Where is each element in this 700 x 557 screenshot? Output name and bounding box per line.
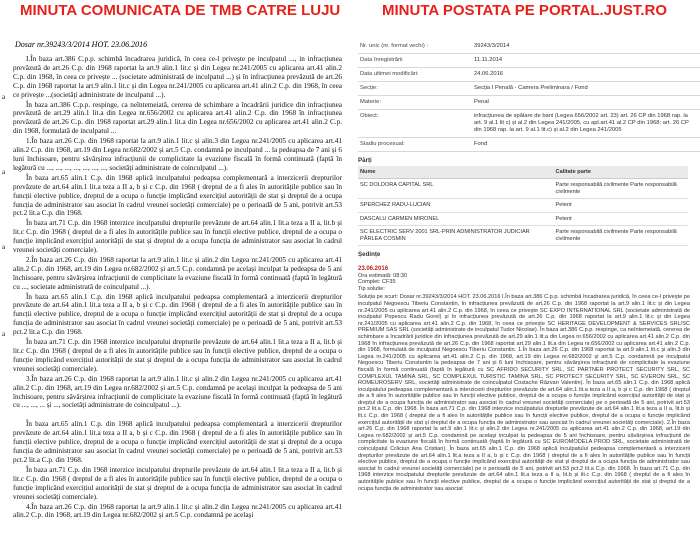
info-value: Penal: [474, 99, 489, 105]
sedinta-tip: Tip solutie:: [358, 285, 385, 292]
info-label: Secție:: [360, 85, 378, 91]
info-value: 24.06.2016: [474, 71, 504, 77]
portal-minute-document: [355, 40, 700, 557]
minute-paragraph: În baza art.71 C.p. din 1968 interzice inculpatului drepturile prevăzute de art.64 alin.1 lit.a teza a II a, lit.b și lit.c C.p. din 1968 ( dreptul de a fi ales în autoritățile publice sau în funcții elective publice, dreptul de a ocupa o funcție implicând exercițiul autorității de stat și dreptul de a ocupa funcția de administrator sau asociat în cadrul vreunei societăți comerciale).: [13, 219, 342, 255]
info-label: Stadiu procesual:: [360, 141, 405, 147]
info-row: [358, 68, 700, 82]
minute-paragraph: În baza art.65 alin.1 C.p. din 1968 aplică inculpatului pedeapsa complementară a interzicerii drepturilor prevăzute de art.64 alin.1 lit.a teza a II a, b și c C.p. din 1968 ( dreptul de a fi ales în autoritățile publice sau în funcții elective publice, dreptul de a ocupa o funcție implicând exercițiul autorității de stat și dreptul de a ocupa funcția de administrator sau asociat în cadrul vreunei societăți comerciale) pe o perioadă de 5 ani, potrivit art.53 pct.2 lit.a C.p. din 1968.: [13, 173, 342, 218]
parti-row: [358, 226, 688, 246]
info-value: 11.11.2014: [474, 57, 503, 63]
sedinta-solutie: Soluția pe scurt: Dosar nr.39243/3/2014 HOT. 23.06.2016 I.În baza art.386 C.p.p. schimbă încadrarea juridică, în ceea ce-l privește pe inculpatul Negoescu Tiberiu Constantin, în infracțiunea prevăzută de art.26 C.p. din 1968 raportat la art.9 alin.1 lit.c și din Legea nr.241/2005 cu aplicarea art.41 alin.2 C.p. din 1968, în ceea ce privește SC EXPO INTERNATIONAL SRL (societate administrată de inculpatul Popescu Radu Gorel) și în infracțiunea prevăzută de art.26 C.p. din 1968 raportat la art.9 alin.1 lit.c și din Legea nr.241/2005 cu aplicarea art.41 alin.2 C.p. din 1968, în ceea ce privește SC HERITAGE DEVELOPMENT & SERVICES SRL/SC PREMIUM SAS SRL (societăți administrate de inculpatul Tudor Nicolae). În baza art.386 C.p.p. respinge, ca neîntemeiată, cererea de schimbare a încadrării juridice din infracțiunea prevăzută de art.29 alin.1 lit.a din Legea nr.656/2002 cu aplicarea art.41 alin.2 C.p. din 1968 în infracțiunea prevăzută de art.26 C.p. din 1968 raportat art.29 alin.1 lit.a din Legea nr.656/2002 cu aplicarea art.41 alin.2 C.p. din 1968, formulată de inculpatul Negoescu Tiberiu Constantin. 1.În baza art.26 C.p. din 1968 raportat la art.9 alin.1 lit.c și alin.3 din Legea nr.241/2005 cu aplicarea art.41 alin.2 C.p. din 1968, art.19 din Legea nr.682/2002 și art.5 C.p. condamnă pe inculpatul Negoescu Tiberiu Constantin la pedeapsa de 7 ani și 6 luni închisoare, pentru săvârșirea infracțiunii de complicitate la evaziune fiscală în formă continuată (faptă în legătură cu SC AFRIDO SECURITY SRL, SC PARTNER PROTECT SECURITY SRL, SC COMPLEXUL TAMINA SRL, SC COMPLEXUL TURISTIC TAMINA SRL, SC PROTECT SECURITY SRL, SC EVERON SRL, SC ROMEUROSERV SRL, societăți administrate de coinculpatul Costache Răzvan Valentin). În baza art.65 alin.1 C.p. din 1968 aplică inculpatului pedeapsa complementară a interzicerii drepturilor prevăzute de art.64 alin.1 lit.a teza a II a, b și c C.p. din 1968 ( dreptul de a fi ales în autoritățile publice sau în funcții elective publice, dreptul de a ocupa o funcție implicând exercițiul autorității de stat și dreptul de a ocupa funcția de administrator sau asociat în cadrul vreunei societăți comerciale) pe o perioadă de 5 ani, potrivit art.53 pct.2 lit.a C.p. din 1968. În baza art.71 C.p. din 1968 interzice inculpatului drepturile prevăzute de art.64 alin.1 lit.a teza a II a, lit.b și lit.c C.p. din 1968 ( dreptul de a fi ales în autoritățile publice sau în funcții elective publice, dreptul de a ocupa o funcție implicând exercițiul autorității de stat și dreptul de a ocupa funcția de administrator sau asociat în cadrul vreunei societăți comerciale). 2.În baza art.26 C.p. din 1968 raportat la art.9 alin.1 lit.c și alin.2 din Legea nr.241/2005 cu aplicarea art.41 alin.2 C.p. din 1968, art.19 din Legea nr.682/2002 și art.5 C.p. condamnă pe acelaşi inculpat la pedeapsa de 5 ani închisoare, pentru săvârșirea infracțiunii de complicitate la evaziune fiscală în formă continuată (faptă în legătură cu SC EUROMODELA PROD SRL, societate administrată de coinculpatul Crăciun Ana Cristian). În baza art.65 alin.1 C.p. din 1968 aplică inculpatului pedeapsa complementară a interzicerii drepturilor prevăzute de art.64 alin.1 lit.a teza a II a, b și c C.p. din 1968 ( dreptul de a fi ales în autoritățile publice sau în funcții elective publice, dreptul de a ocupa o funcție implicând exercițiul autorității de stat și dreptul de a ocupa funcția de administrator sau asociat în cadrul vreunei societăți comerciale) pe o perioadă de 5 ani, potrivit art.53 pct.2 lit.a C.p. din 1968. În baza art.71 C.p. din 1968 interzice inculpatului drepturile prevăzute de art.64 alin.1 lit.a teza a II a, lit.b și lit.c C.p. din 1968 ( dreptul de a fi ales în autoritățile publice sau în funcții elective publice, dreptul de a ocupa o funcție implicând exercițiul autorității de stat și dreptul de a ocupa funcția de administrator sau asociat: [358, 294, 690, 492]
info-value: Secția I Penală - Camera Preliminara / Fond: [474, 85, 588, 91]
sedinta-ora: Ora estimată: 08:30: [358, 272, 408, 279]
parti-calitate: Petent: [554, 199, 688, 213]
info-label: Data înregistrării: [360, 57, 403, 63]
left-header-title: MINUTA COMUNICATA DE TMB CATRE LUJU: [20, 2, 341, 19]
info-label: Data ultimei modificări:: [360, 71, 419, 77]
info-label: Obiect:: [360, 113, 379, 119]
parti-nume: SC DOLDORA CAPITAL SRL: [358, 179, 554, 199]
parti-table: [358, 166, 688, 246]
minute-paragraph: În baza art.65 alin.1 C.p. din 1968 aplică inculpatului pedeapsa complementară a interzicerii drepturilor prevăzute de art.64 alin.1 lit.a teza a II a, b și c C.p. din 1968 ( dreptul de a fi ales în autoritățile publice sau în funcții elective publice, dreptul de a ocupa o funcție implicând exercițiul autorității de stat și dreptul de a ocupa funcția de administrator sau asociat în cadrul vreunei societăți comerciale) pe o perioadă de 5 ani, potrivit art.53 pct.2 lit.a C.p. din 1968.: [13, 292, 342, 337]
minute-paragraph: 4.În baza art.26 C.p. din 1968 raportat la art.9 alin.1 lit.c și alin.2 din Legea nr.241/2005 cu aplicarea art.41 alin.2 C.p. din 1968, art.19 din Legea nr.682/2002 și art.5 C.p. condamnă pe acelaşi: [13, 502, 342, 520]
minute-paragraph: 3.În baza art.26 C.p. din 1968 raportat la art.9 alin.1 lit.c și alin.2 din Legea nr.241/2005 cu aplicarea art.41 alin.2 C.p. din 1968, art.19 din Legea nr.682/2002 și art.5 C.p. condamnă pe acelaşi inculpat la pedeapsa de 5 ani închisoare, pentru săvârșirea infracțiunii de complicitate la evaziune fiscală în formă continuată (faptă în legătură cu ..., ..., ... și ..., societăți administrate de coinculpatul ...).: [13, 374, 342, 410]
sedinta-block: [358, 266, 700, 492]
info-value: 39243/3/2014: [474, 43, 510, 49]
info-row: [358, 96, 700, 110]
parti-calitate: Petent: [554, 212, 688, 226]
parti-row: [358, 199, 688, 213]
parti-nume: SC ELECTRIC SERV 2001 SRL-PRIN ADMINISTRATOR JUDICIAR PÂRLEA COSMIN: [358, 226, 554, 246]
minute-paragraph: 2.În baza art.26 C.p. din 1968 raportat la art.9 alin.1 lit.c și alin.2 din Legea nr.241/2005 cu aplicarea art.41 alin.2 C.p. din 1968, art.19 din Legea nr.682/2002 și art.5 C.p. condamnă pe același inculpat la pedeapsa de 5 ani închisoare, pentru săvârșirea infracțiunii de complicitate la evaziune fiscală în formă continuată (faptă în legătură cu ..., societate administrată de coinculpatul ...).: [13, 255, 342, 291]
minute-paragraph: I.În baza art.386 C.p.p. schimbă încadrarea juridică, în ceea ce-l privește pe inculpatul ..., in infracțiunea prevăzută de art.26 C.p. din 1968 raportat la art.9 alin.1 lit.c și din Legea nr.241/2005 cu aplicarea art.41 alin.2 C.p. din 1968, în ceea ce privește ... (societate administrată de inculpatul ...) și în infracțiunea prevăzută de art.26 C.p. din 1968 raportat la art.9 alin.1 lit.c și din Legea nr.241/2005 cu aplicarea art.41 alin.2 C.p. din 1968, în ceea ce privește ...(societăți administrate de inculpatul ...).: [13, 55, 342, 99]
parti-calitate: Parte responsabilă civilmente Parte responsabilă civilmente: [554, 179, 688, 199]
sedinta-date[interactable]: 23.06.2016: [358, 266, 389, 272]
right-header-title: MINUTA POSTATA PE PORTAL.JUST.RO: [382, 2, 667, 19]
parti-row: [358, 212, 688, 226]
parti-calitate: Parte responsabilă civilmente Parte responsabilă civilmente: [554, 226, 688, 246]
info-row: [358, 110, 700, 138]
minute-paragraph: În baza art.386 C.p.p. respinge, ca neîntemeiată, cererea de schimbare a încadrării juridice din infracțiunea prevăzută de art.29 alin.1 lit.a din Legea nr.656/2002 cu aplicarea art.41 alin.2 C.p. din 1968 în infracțiunea prevăzută de art.26 C.p. din 1968 raportat art.29 alin.1 lit.a din Legea nr.656/2002 cu aplicarea art.41 alin.2 C.p. din 1968, formulată de inculpatul ...: [13, 100, 342, 136]
info-label: Materie:: [360, 99, 381, 105]
tmb-minute-document: [0, 40, 348, 557]
minute-paragraph: În baza art.65 alin.1 C.p. din 1968 aplică inculpatului pedeapsa complementară a interzicerii drepturilor prevăzute de art.64 alin.1 lit.a teza a II a, b și c C.p. din 1968 ( dreptul de a fi ales în autoritățile publice sau în funcții elective publice, dreptul de a ocupa o funcție implicând exercițiul autorității de stat și dreptul de a ocupa funcția de administrator sau asociat în cadrul vreunei societăți comerciale) pe o perioadă de 5 ani, potrivit art.53 pct.2 lit.a C.p. din 1968.: [13, 420, 342, 464]
info-row: [358, 54, 700, 68]
minute-paragraph: 1.În baza art.26 C.p. din 1968 raportat la art.9 alin.1 lit.c și alin.3 din Legea nr.241/2005 cu aplicarea art.41 alin.2 C.p. din 1968, art.19 din Legea nr.682/2002 și art.5 C.p. condamnă pe inculpatul ... la pedeapsa de 7 ani și 6 luni închisoare, pentru săvârșirea infracțiunii de complicitate la evaziune fiscală în formă continuată (faptă în legătură cu ..., ..., ..., ..., ..., ..., ..., societăți administrate de coinculpatul ...).: [13, 137, 342, 172]
info-row: [358, 40, 700, 54]
parti-header-calitate: Calitate parte: [554, 166, 688, 179]
info-row: [358, 82, 700, 96]
parti-row: [358, 179, 688, 199]
info-value: infracțiunea de spălare de bani (Legea 656/2002 art. 23) art. 26 CP din 1968 rap. la art. 9 al.1 lit c) și al.2 din Legea 241/2005, cu apl.art.41 al.2 CP din 1968; art. 26 CP din 1968 rap. la art. 9 al.1 lit.c) și al.2 din Legea 241/2005: [474, 113, 689, 133]
case-info-table: [358, 40, 700, 152]
minute-paragraph: În baza art.71 C.p. din 1968 interzice inculpatului drepturile prevăzute de art.64 alin.1 lit.a teza a II a, lit.b și lit.c C.p. din 1968 ( dreptul de a fi ales în autoritățile publice sau în funcții elective publice, dreptul de a ocupa o funcție implicând exercițiul autorității de stat și dreptul de a ocupa funcția de administrator sau asociat în cadrul vreunei societăți comerciale).: [13, 338, 342, 373]
info-label: Nr. unic (nr. format vechi) :: [360, 43, 428, 49]
minute-paragraphs: [0, 55, 348, 520]
parti-section-title: Părți: [358, 157, 372, 164]
dosar-heading: Dosar nr.39243/3/2014 HOT. 23.06.2016: [15, 40, 148, 49]
margin-mark: a: [2, 243, 6, 251]
sedinte-section-title: Ședințe: [358, 251, 381, 258]
info-row: [358, 138, 700, 152]
parti-nume: DASCALU CARMEN MIRONEL: [358, 212, 554, 226]
margin-mark: a: [2, 168, 6, 176]
margin-mark: a: [2, 330, 6, 338]
parti-header-nume: Nume: [358, 166, 554, 179]
info-value: Fond: [474, 141, 488, 147]
margin-mark: a: [2, 93, 6, 101]
minute-paragraph: În baza art.71 C.p. din 1968 interzice inculpatului drepturile prevăzute de art.64 alin.1 lit.a teza a II a, lit.b și lit.c C.p. din 1968 ( dreptul de a fi ales în autoritățile publice sau în funcții elective publice, dreptul de a ocupa o funcție implicând exercițiul autorității de stat și dreptul de a ocupa funcția de administrator sau asociat în cadrul vreunei societăți comerciale).: [13, 465, 342, 501]
parti-nume: SPERCHEZ RADU-LUCIAN: [358, 199, 554, 213]
sedinta-complet: Complet: CF35: [358, 279, 396, 286]
blank-line: [0, 411, 348, 420]
